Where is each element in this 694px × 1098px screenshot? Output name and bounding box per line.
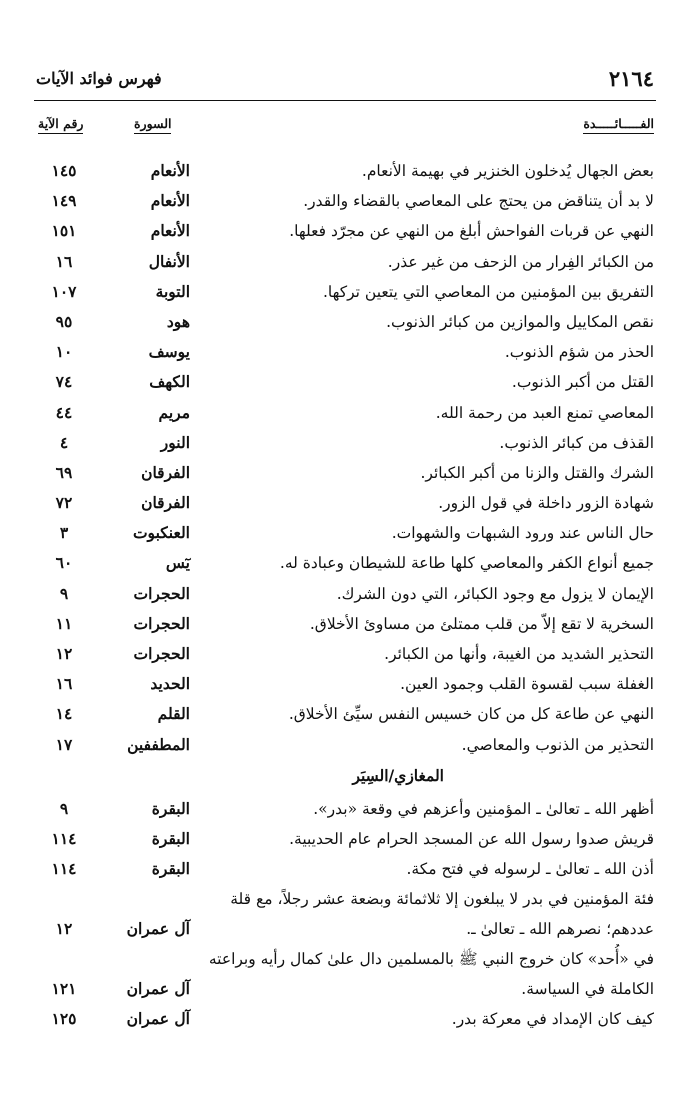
index-row [0,794,694,824]
verse-number: ٦٩ [55,462,73,482]
index-row [0,247,694,277]
index-row [0,944,694,1004]
index-row [0,277,694,307]
verse-number: ١٤ [55,704,73,724]
verse-number: ١١٤ [51,828,77,848]
surah-name: القلم [157,704,190,724]
index-row [0,639,694,669]
benefit-text: أذن الله ـ تعالىٰ ـ لرسوله في فتح مكة. [406,860,654,879]
surah-name: هود [166,311,190,331]
index-row [0,337,694,367]
benefit-text: التحذير من الذنوب والمعاصي. [461,735,654,754]
section-title: المغازي/السِيَر [352,765,444,785]
index-row [0,699,694,729]
verse-number: ١٢٥ [51,1009,77,1029]
verse-number: ١٢ [55,919,73,939]
surah-name: الأنعام [150,161,190,180]
benefit-text: في «أُحد» كان خروج النبي ﷺ بالمسلمين دال علىٰ كمال رأيه وبراعته الكاملة في السياسة. [208,950,654,999]
verse-number: ١١ [55,613,73,633]
index-row [0,884,694,944]
benefit-text: النهي عن طاعة كل من كان خسيس النفس سيِّئ الأخلاق. [288,705,654,724]
benefit-text: كيف كان الإمداد في معركة بدر. [451,1010,654,1029]
verse-number: ٦٠ [55,553,73,573]
surah-name: الحجرات [133,644,190,663]
index-row [0,579,694,609]
verse-number: ١٥١ [51,221,77,241]
surah-name: الأنفال [148,251,190,271]
verse-number: ١٦ [55,251,73,271]
benefit-text: الشرك والقتل والزنا من أكبر الكبائر. [420,463,654,482]
index-row [0,730,694,760]
verse-number: ١٤٥ [51,161,77,180]
verse-number: ٤٤ [55,402,73,422]
index-row [0,428,694,458]
surah-name: البقرة [151,798,190,818]
surah-name: البقرة [151,859,190,879]
surah-name: آل عمران [126,979,190,999]
page-number: ٢١٦٤ [608,66,654,91]
index-row [0,518,694,548]
surah-name: الحجرات [133,583,190,603]
index-row [0,609,694,639]
verse-number: ٧٤ [55,372,73,392]
surah-name: الفرقان [141,493,190,513]
surah-name: الحديد [150,674,190,694]
benefit-text: فئة المؤمنين في بدر لا يبلغون إلا ثلاثمائة وبضعة عشر رجلاً، مع قلة عددهم؛ نصرهم الله ـ تعالىٰ ـ. [230,890,654,939]
verse-number: ١٦ [55,674,73,694]
benefit-text: القتل من أكبر الذنوب. [511,373,654,392]
index-row [0,669,694,699]
verse-number: ١٤٩ [51,191,77,211]
verse-number: ٩ [59,583,69,603]
benefit-text: القذف من كبائر الذنوب. [499,433,654,452]
running-title: فهرس فوائد الآيات [36,69,162,88]
index-row [0,398,694,428]
surah-name: البقرة [151,828,190,848]
surah-name: الأنعام [150,221,190,241]
surah-name: الفرقان [141,462,190,482]
column-header-benefit: الفـــــائـــــدة [583,116,654,134]
index-row [0,548,694,578]
surah-name: يٓس [165,553,190,573]
verse-number: ٩ [59,798,69,818]
benefit-text: الغفلة سبب لقسوة القلب وجمود العين. [400,675,654,694]
benefit-text: الإيمان لا يزول مع وجود الكبائر، التي دون الشرك. [336,584,654,603]
benefit-text: نقص المكاييل والموازين من كبائر الذنوب. [386,312,654,331]
surah-name: النور [160,432,190,452]
surah-name: آل عمران [126,1009,190,1029]
benefit-text: لا بد أن يتناقض من يحتج على المعاصي بالقضاء والقدر. [303,192,654,211]
header-rule [34,100,656,101]
verse-number: ٩٥ [55,311,73,331]
verse-number: ١٠٧ [51,281,77,301]
benefit-text: التفريق بين المؤمنين من المعاصي التي يتعين تركها. [322,282,654,301]
column-header-surah: السورة [134,116,171,134]
verse-number: ٧٢ [55,493,73,513]
surah-name: يوسف [148,342,190,362]
index-row [0,824,694,854]
verse-number: ٤ [59,432,69,452]
surah-name: العنكبوت [132,523,190,543]
benefit-text: التحذير الشديد من الغيبة، وأنها من الكبائر. [384,645,654,663]
surah-name: الحجرات [133,613,190,633]
benefit-text: شهادة الزور داخلة في قول الزور. [438,494,654,513]
index-row [0,488,694,518]
section-heading [0,760,694,794]
benefit-text: أظهر الله ـ تعالىٰ ـ المؤمنين وأعزهم في وقعة «بدر». [313,799,654,818]
surah-name: آل عمران [126,919,190,939]
column-header-verse: رقم الآية [38,116,83,134]
index-row [0,367,694,397]
verse-number: ١٧ [55,734,73,754]
benefit-text: السخرية لا تقع إلاّ من قلب ممتلئ من مساوئ الأخلاق. [309,614,654,633]
index-row [0,156,694,186]
verse-number: ١٢ [55,644,73,663]
index-row [0,1004,694,1034]
benefit-text: النهي عن قربات الفواحش أبلغ من النهي عن مجرّد فعلها. [289,222,654,241]
benefit-text: من الكبائر الفِرار من الزحف من غير عذر. [387,252,654,271]
index-row [0,186,694,216]
surah-name: مريم [158,402,190,422]
index-table [0,156,694,1035]
index-row [0,458,694,488]
benefit-text: قريش صدوا رسول الله عن المسجد الحرام عام الحديبية. [289,829,654,848]
surah-name: المطففين [127,734,190,754]
verse-number: ١٢١ [51,979,77,999]
benefit-text: جميع أنواع الكفر والمعاصي كلها طاعة للشيطان وعبادة له. [279,554,654,573]
verse-number: ١١٤ [51,859,77,879]
index-row [0,216,694,246]
surah-name: التوبة [155,281,190,301]
verse-number: ٣ [59,523,69,543]
surah-name: الأنعام [150,191,190,211]
benefit-text: المعاصي تمنع العبد من رحمة الله. [435,403,654,422]
index-row [0,307,694,337]
verse-number: ١٠ [55,342,73,362]
benefit-text: الحذر من شؤم الذنوب. [504,343,654,362]
surah-name: الكهف [149,372,190,392]
benefit-text: بعض الجهال يُدخلون الخنزير في بهيمة الأنعام. [361,162,654,180]
benefit-text: حال الناس عند ورود الشبهات والشهوات. [391,524,654,543]
index-row [0,854,694,884]
